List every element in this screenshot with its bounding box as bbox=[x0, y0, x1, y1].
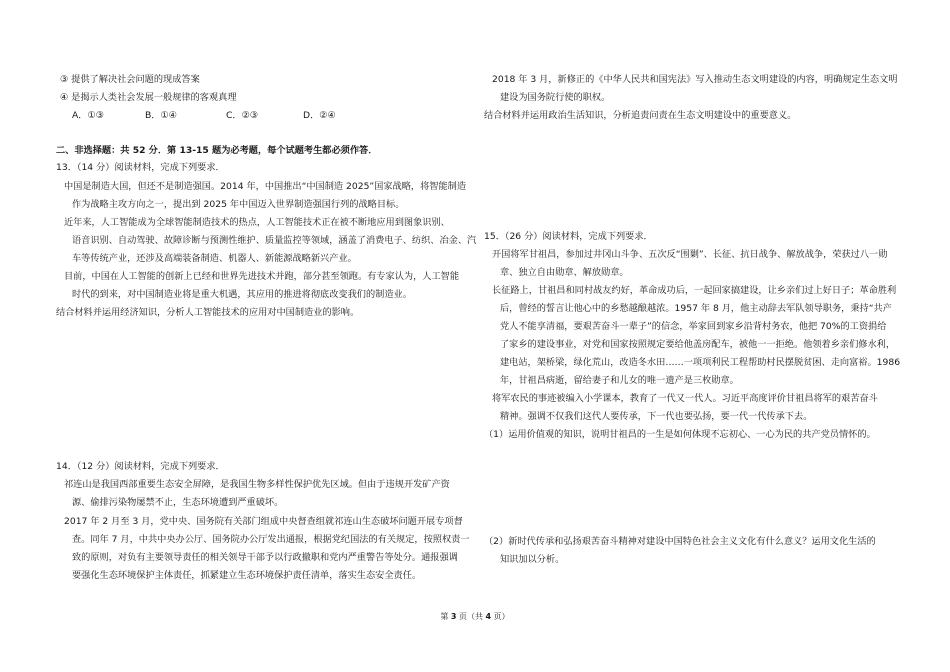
q15-line: 将军农民的事迹被编入小学课本，教育了一代又一代人。习近平高度评价甘祖昌将军的艰苦奋斗 bbox=[492, 393, 878, 404]
q15-line: 长征路上，甘祖昌和同村战友约好，革命成功后，一起回家搞建设，让乡亲们过上好日子；革命胜利 bbox=[492, 285, 897, 296]
q15-line: 精神。强调不仅我们这代人要传承，下一代也要弘扬，要一代一代传承下去。 bbox=[500, 411, 813, 422]
q14-continued-line: 建设为国务院行使的职权。 bbox=[500, 92, 611, 103]
choice-b: B．①④ bbox=[145, 110, 177, 121]
q14-heading: 14．（12 分）阅读材料，完成下列要求． bbox=[56, 461, 225, 472]
footer-suffix: 页） bbox=[491, 612, 510, 621]
footer-prefix: 第 bbox=[440, 612, 451, 621]
q14-line: 祁连山是我国西部重要生态安全屏障，是我国生物多样性保护优先区域。但由于违规开发矿产资 bbox=[64, 479, 450, 490]
q15-subquestion-1: （1）运用价值观的知识，说明甘祖昌的一生是如何体现不忘初心、一心为民的共产党员情怀的。 bbox=[484, 429, 876, 440]
q15-line: 党人不能享清福，要艰苦奋斗一辈子”的信念，举家回到家乡沿背村务农，他把 70%的工资捐给 bbox=[500, 321, 887, 332]
q13-line: 时代的到来，对中国制造业将是重大机遇，其应用的推进将彻底改变我们的制造业。 bbox=[72, 289, 412, 300]
q14-continued-line: 2018 年 3 月，新修正的《中华人民共和国宪法》写入推动生态文明建设的内容，明确规定生态文明 bbox=[492, 74, 898, 85]
page-total: 4 bbox=[485, 612, 492, 621]
q13-line: 作为战略主攻方向之一，提出到 2025 年中国迈入世界制造强国行列的战略目标。 bbox=[72, 199, 405, 210]
section-heading: 二、非选择题：共 52 分．第 13-15 题为必考题，每个试题考生都必须作答． bbox=[56, 145, 378, 156]
q15-line: 开国将军甘祖昌，参加过井冈山斗争、五次反“围剿”、长征、抗日战争、解放战争，荣获过八一勋 bbox=[492, 249, 888, 260]
q15-line: 年，甘祖昌病逝，留给妻子和儿女的唯一遗产是三枚勋章。 bbox=[500, 375, 739, 386]
q15-line: 了家乡的建设事业，对党和国家按照规定要给他盖房配车，被他一一拒绝。他领着乡亲们修水利， bbox=[500, 339, 896, 350]
q13-line: 中国是制造大国，但还不是制造强国。2014 年，中国推出“中国制造 2025”国家战略，将智能制造 bbox=[64, 181, 467, 192]
option-4: ④ 是揭示人类社会发展一般规律的客观真理 bbox=[60, 92, 237, 103]
q15-line: 章、独立自由勋章、解放勋章。 bbox=[500, 267, 629, 278]
q13-line: 语音识别、自动驾驶、故障诊断与预测性维护、质量监控等领域，涵盖了消费电子、纺织、冶金、汽 bbox=[72, 235, 477, 246]
q14-line: 查。同年 7 月，中共中央办公厅、国务院办公厅发出通报，根据党纪国法的有关规定，按照权责一 bbox=[72, 534, 470, 545]
page-footer bbox=[0, 612, 950, 622]
q15-subquestion-2: （2）新时代传承和弘扬艰苦奋斗精神对建设中国特色社会主义文化有什么意义？运用文化生活的 bbox=[484, 536, 876, 547]
q14-line: 要强化生态环境保护主体责任，抓紧建立生态环境保护责任清单，落实生态安全责任。 bbox=[72, 570, 422, 581]
q15-line: 建电站，架桥梁，绿化荒山，改造冬水田……一项项利民工程帮助村民摆脱贫困、走向富裕。1986 bbox=[500, 357, 901, 368]
option-3: ③ 提供了解决社会问题的现成答案 bbox=[60, 74, 200, 85]
q14-line: 致的原则，对负有主要领导责任的相关领导干部予以行政撤职和党内严重警告等处分。通报强调 bbox=[72, 552, 458, 563]
page-number: 3 bbox=[450, 612, 457, 621]
q13-line: 车等传统产业，还涉及高端装备制造、机器人、新能源战略新兴产业。 bbox=[72, 253, 357, 264]
choice-d: D．②④ bbox=[303, 110, 336, 121]
answer-choices bbox=[72, 110, 336, 122]
q14-line: 源、偷排污染物屡禁不止，生态环境遭到严重破坏。 bbox=[72, 497, 284, 508]
choice-c: C．②③ bbox=[226, 110, 259, 121]
q14-line: 2017 年 2 月至 3 月，党中央、国务院有关部门组成中央督查组就祁连山生态破坏问题开展专项督 bbox=[64, 516, 463, 527]
q14-prompt: 结合材料并运用政治生活知识，分析追责问责在生态文明建设中的重要意义。 bbox=[484, 110, 797, 121]
footer-mid: 页（共 bbox=[456, 612, 486, 621]
q15-subquestion-2-cont: 知识加以分析。 bbox=[500, 554, 565, 565]
q13-prompt: 结合材料并运用经济知识，分析人工智能技术的应用对中国制造业的影响。 bbox=[56, 307, 360, 318]
q15-line: 后，曾经的誓言让他心中的乡愁越酿越浓。1957 年 8 月，他主动辞去军队领导职务，秉持“共产 bbox=[500, 303, 892, 314]
q15-heading: 15．（26 分）阅读材料，完成下列要求． bbox=[484, 231, 653, 242]
q13-heading: 13．（14 分）阅读材料，完成下列要求． bbox=[56, 162, 225, 173]
choice-a: A．①③ bbox=[72, 110, 104, 121]
q13-line: 近年来，人工智能成为全球智能制造技术的热点，人工智能技术正在被不断地应用到图象识别、 bbox=[64, 217, 450, 228]
q13-line: 目前，中国在人工智能的创新上已经和世界先进技术并跑，部分甚至领跑。有专家认为，人工智能 bbox=[64, 271, 460, 282]
